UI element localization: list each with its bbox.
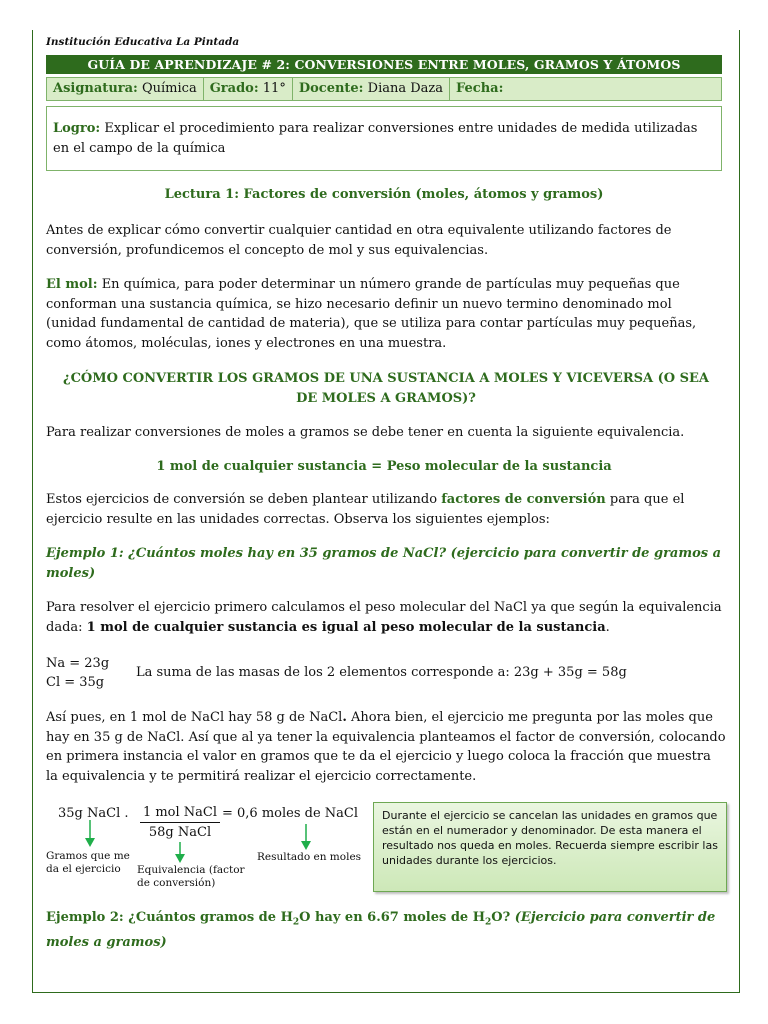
subscript: 2 [292,917,300,928]
calc-result: = 0,6 moles de NaCl [222,806,359,821]
explanation-a: Así pues, en 1 mol de NaCl hay 58 g de NaCl [46,710,343,725]
logro-box [46,106,722,171]
factors-text-a: Estos ejercicios de conversión se deben plantear utilizando [46,492,438,507]
intro-paragraph: Antes de explicar cómo convertir cualquier cantidad en otra equivalente utilizando factores de conversión, profundicemos el concepto de mol y sus equivalencias. [46,223,672,258]
fecha-cell [450,78,721,100]
fecha-label: Fecha: [456,81,504,96]
example1-paragraph [46,598,726,637]
equivalence-line: 1 mol de cualquier sustancia = Peso molecular de la sustancia [156,459,612,474]
arrow-down-icon [84,820,96,848]
lectura-title: Lectura 1: Factores de conversión (moles, átomos y gramos) [164,187,604,202]
section-heading: ¿CÓMO CONVERTIR LOS GRAMOS DE UNA SUSTANCIA A MOLES Y VICEVERSA (O SEA DE MOLES A GRAMOS)? [62,371,710,406]
example1-bold: 1 mol de cualquier sustancia es igual al peso molecular de la sustancia [86,619,606,635]
example1-title: Ejemplo 1: ¿Cuántos moles hay en 35 gramos de NaCl? (ejercicio para convertir de gramos a moles) [46,546,722,581]
logro-text: Explicar el procedimiento para realizar conversiones entre unidades de medida utilizadas en el campo de la química [53,121,698,156]
explanation-b: Ahora bien, el ejercicio me pregunta por las moles que hay en 35 g de NaCl. Así que al ya tener la equivalencia planteamos el factor de conversión, colocando en primera instancia el valor en gramos que te da el ejercicio y luego coloca la fracción que muestra la equivalencia y te permitirá realizar el ejercicio correctamente. [46,710,726,784]
example2-title-a: Ejemplo 2: ¿Cuántos gramos de H [46,910,293,925]
logro-label: Logro: [53,121,101,136]
asignatura-value: Química [141,81,197,96]
fraction-denominator: 58g NaCl [148,825,212,840]
label-conversion-factor: Equivalencia (factor de conversión) [137,864,245,889]
institution-name: Institución Educativa La Pintada [46,36,240,48]
grado-label: Grado: [209,81,259,96]
example1-text: Para resolver el ejercicio primero calculamos el peso molecular del NaCl ya que según la equivalencia dada: [46,600,722,635]
factors-text-b: para que el ejercicio resulte en las unidades correctas. Observa los siguientes ejemplos: [46,492,685,527]
grado-cell [204,78,293,100]
na-mass: Na = 23g [46,656,110,671]
element-masses [46,654,109,692]
docente-label: Docente: [298,81,364,96]
mol-text: En química, para poder determinar un número grande de partículas muy pequeñas que conforman una sustancia química, se hizo necesario definir un nuevo termino denominado mol (unidad fundamental de cantidad de materia), que se utiliza para contar partículas muy pequeñas, como átomos, moléculas, iones y electrones en una muestra. [46,277,697,351]
explanation-dot: . [342,710,347,725]
example2-title-c: O? [491,910,511,925]
info-row [46,77,722,101]
fraction-numerator: 1 mol NaCl [140,805,220,823]
guide-title: GUÍA DE APRENDIZAJE # 2: CONVERSIONES ENTRE MOLES, GRAMOS Y ÁTOMOS [46,55,722,74]
docente-value: Diana Daza [367,81,443,96]
arrow-down-icon [174,842,186,864]
label-result-moles: Resultado en moles [257,851,362,863]
example2-title-b: O hay en 6.67 moles de H [299,910,486,925]
mol-paragraph [46,275,726,353]
asignatura-label: Asignatura: [53,81,138,96]
example2-title-italic: (Ejercicio para convertir de moles a gramos) [46,910,716,951]
label-given-grams: Gramos que me da el ejercicio [46,850,130,875]
mol-label: El mol: [46,277,98,292]
mass-sum: La suma de las masas de los 2 elementos corresponde a: 23g + 35g = 58g [136,665,627,680]
grado-value: 11° [262,81,286,96]
note-box: Durante el ejercicio se cancelan las unidades en gramos que están en el numerador y denominador. De esta manera el resultado nos queda en moles. Recuerda siempre escribir las unidades durante los ejercicios. [373,802,727,892]
conversion-fraction [140,805,220,840]
period: . [605,619,610,635]
subscript: 2 [485,917,492,928]
conversion-intro: Para realizar conversiones de moles a gramos se debe tener en cuenta la siguiente equivalencia. [46,425,685,440]
asignatura-cell [47,78,204,100]
cl-mass: Cl = 35g [46,675,105,690]
arrow-down-icon [300,824,312,852]
example1-explanation [46,708,726,786]
docente-cell [293,78,450,100]
calc-given: 35g NaCl . [58,806,129,821]
factors-highlight: factores de conversión [441,492,606,507]
example2-title [46,908,726,953]
factors-paragraph [46,490,726,529]
